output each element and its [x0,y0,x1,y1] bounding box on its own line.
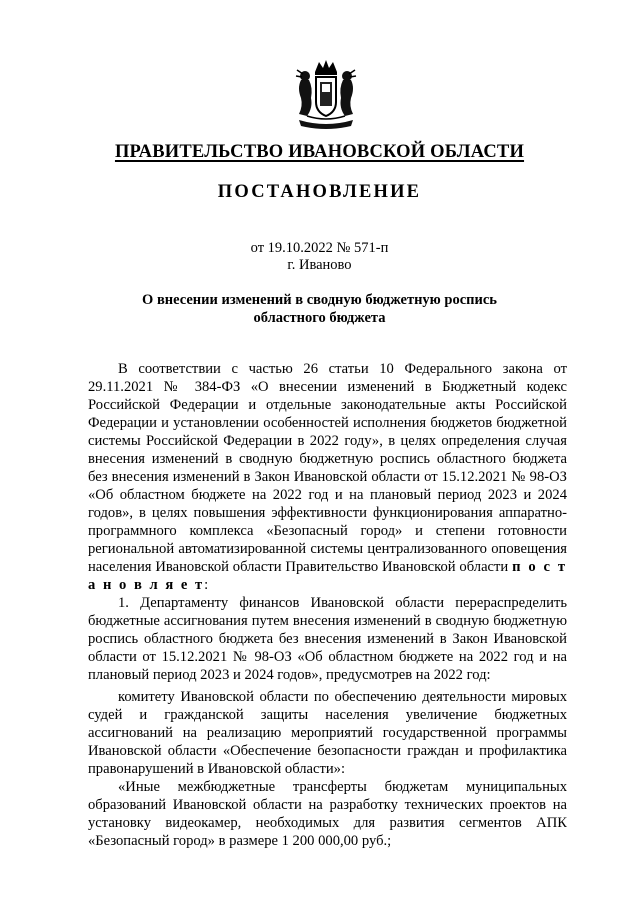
document-city: г. Иваново [287,257,352,273]
item-1-quote-paragraph: «Иные межбюджетные трансферты бюджетам муниципальных образований Ивановской области на разработку технических проектов на установку видеокамер, необходимых для развития сегментов АПК «Безопасный город» в размере 1 200 000,00 руб.; [88,779,567,849]
item-1-paragraph: 1. Департаменту финансов Ивановской области перераспределить бюджетные ассигнования путем внесения изменений в сводную бюджетную роспись областного бюджета без внесения изменений в Закон Ивановской области от 15.12.2021 № 98-ОЗ «Об областном бюджете на 2022 год и на плановый период 2023 и 2024 годов», предусмотрев на 2022 год: [88,595,567,683]
document-type: ПОСТАНОВЛЕНИЕ [217,182,422,202]
preamble-paragraph [88,360,567,594]
resolves-colon: : [204,577,209,593]
subject-line-1: О внесении изменений в сводную бюджетную роспись [142,292,497,308]
document-date-number: от 19.10.2022 № 571-п [250,240,389,256]
coat-of-arms-icon [293,58,359,130]
resolves-word: п о с т а н о в л я е т [88,559,567,593]
government-title: ПРАВИТЕЛЬСТВО ИВАНОВСКОЙ ОБЛАСТИ [114,142,525,162]
document-body [88,360,567,850]
item-1-sub-paragraph: комитету Ивановской области по обеспечению деятельности мировых судей и гражданской защиты населения увеличение бюджетных ассигнований на реализацию мероприятий государственной программы Ивановской области «Обеспечение безопасности граждан и профилактика правонарушений в Ивановской области»: [88,689,567,777]
preamble-text: В соответствии с частью 26 статьи 10 Федерального закона от 29.11.2021 № 384-ФЗ «О внесении изменений в Бюджетный кодекс Российской Федерации и отдельные законодательные акты Российской Федерации и установлении особенностей исполнения бюджетов бюджетной системы Российской Федерации в 2022 году», в целях определения случая внесения изменений в сводную бюджетную роспись областного бюджета без внесения изменений в Закон Ивановской области от 15.12.2021 № 98-ОЗ «Об областном бюджете на 2022 год и на плановый период 2023 и 2024 годов», в целях повышения эффективности функционирования аппаратно-программного комплекса «Безопасный город» и степени готовности региональной автоматизированной системы централизованного оповещения населения Ивановской области Правительство Ивановской области [88,361,567,575]
subject-line-2: областного бюджета [253,310,386,326]
